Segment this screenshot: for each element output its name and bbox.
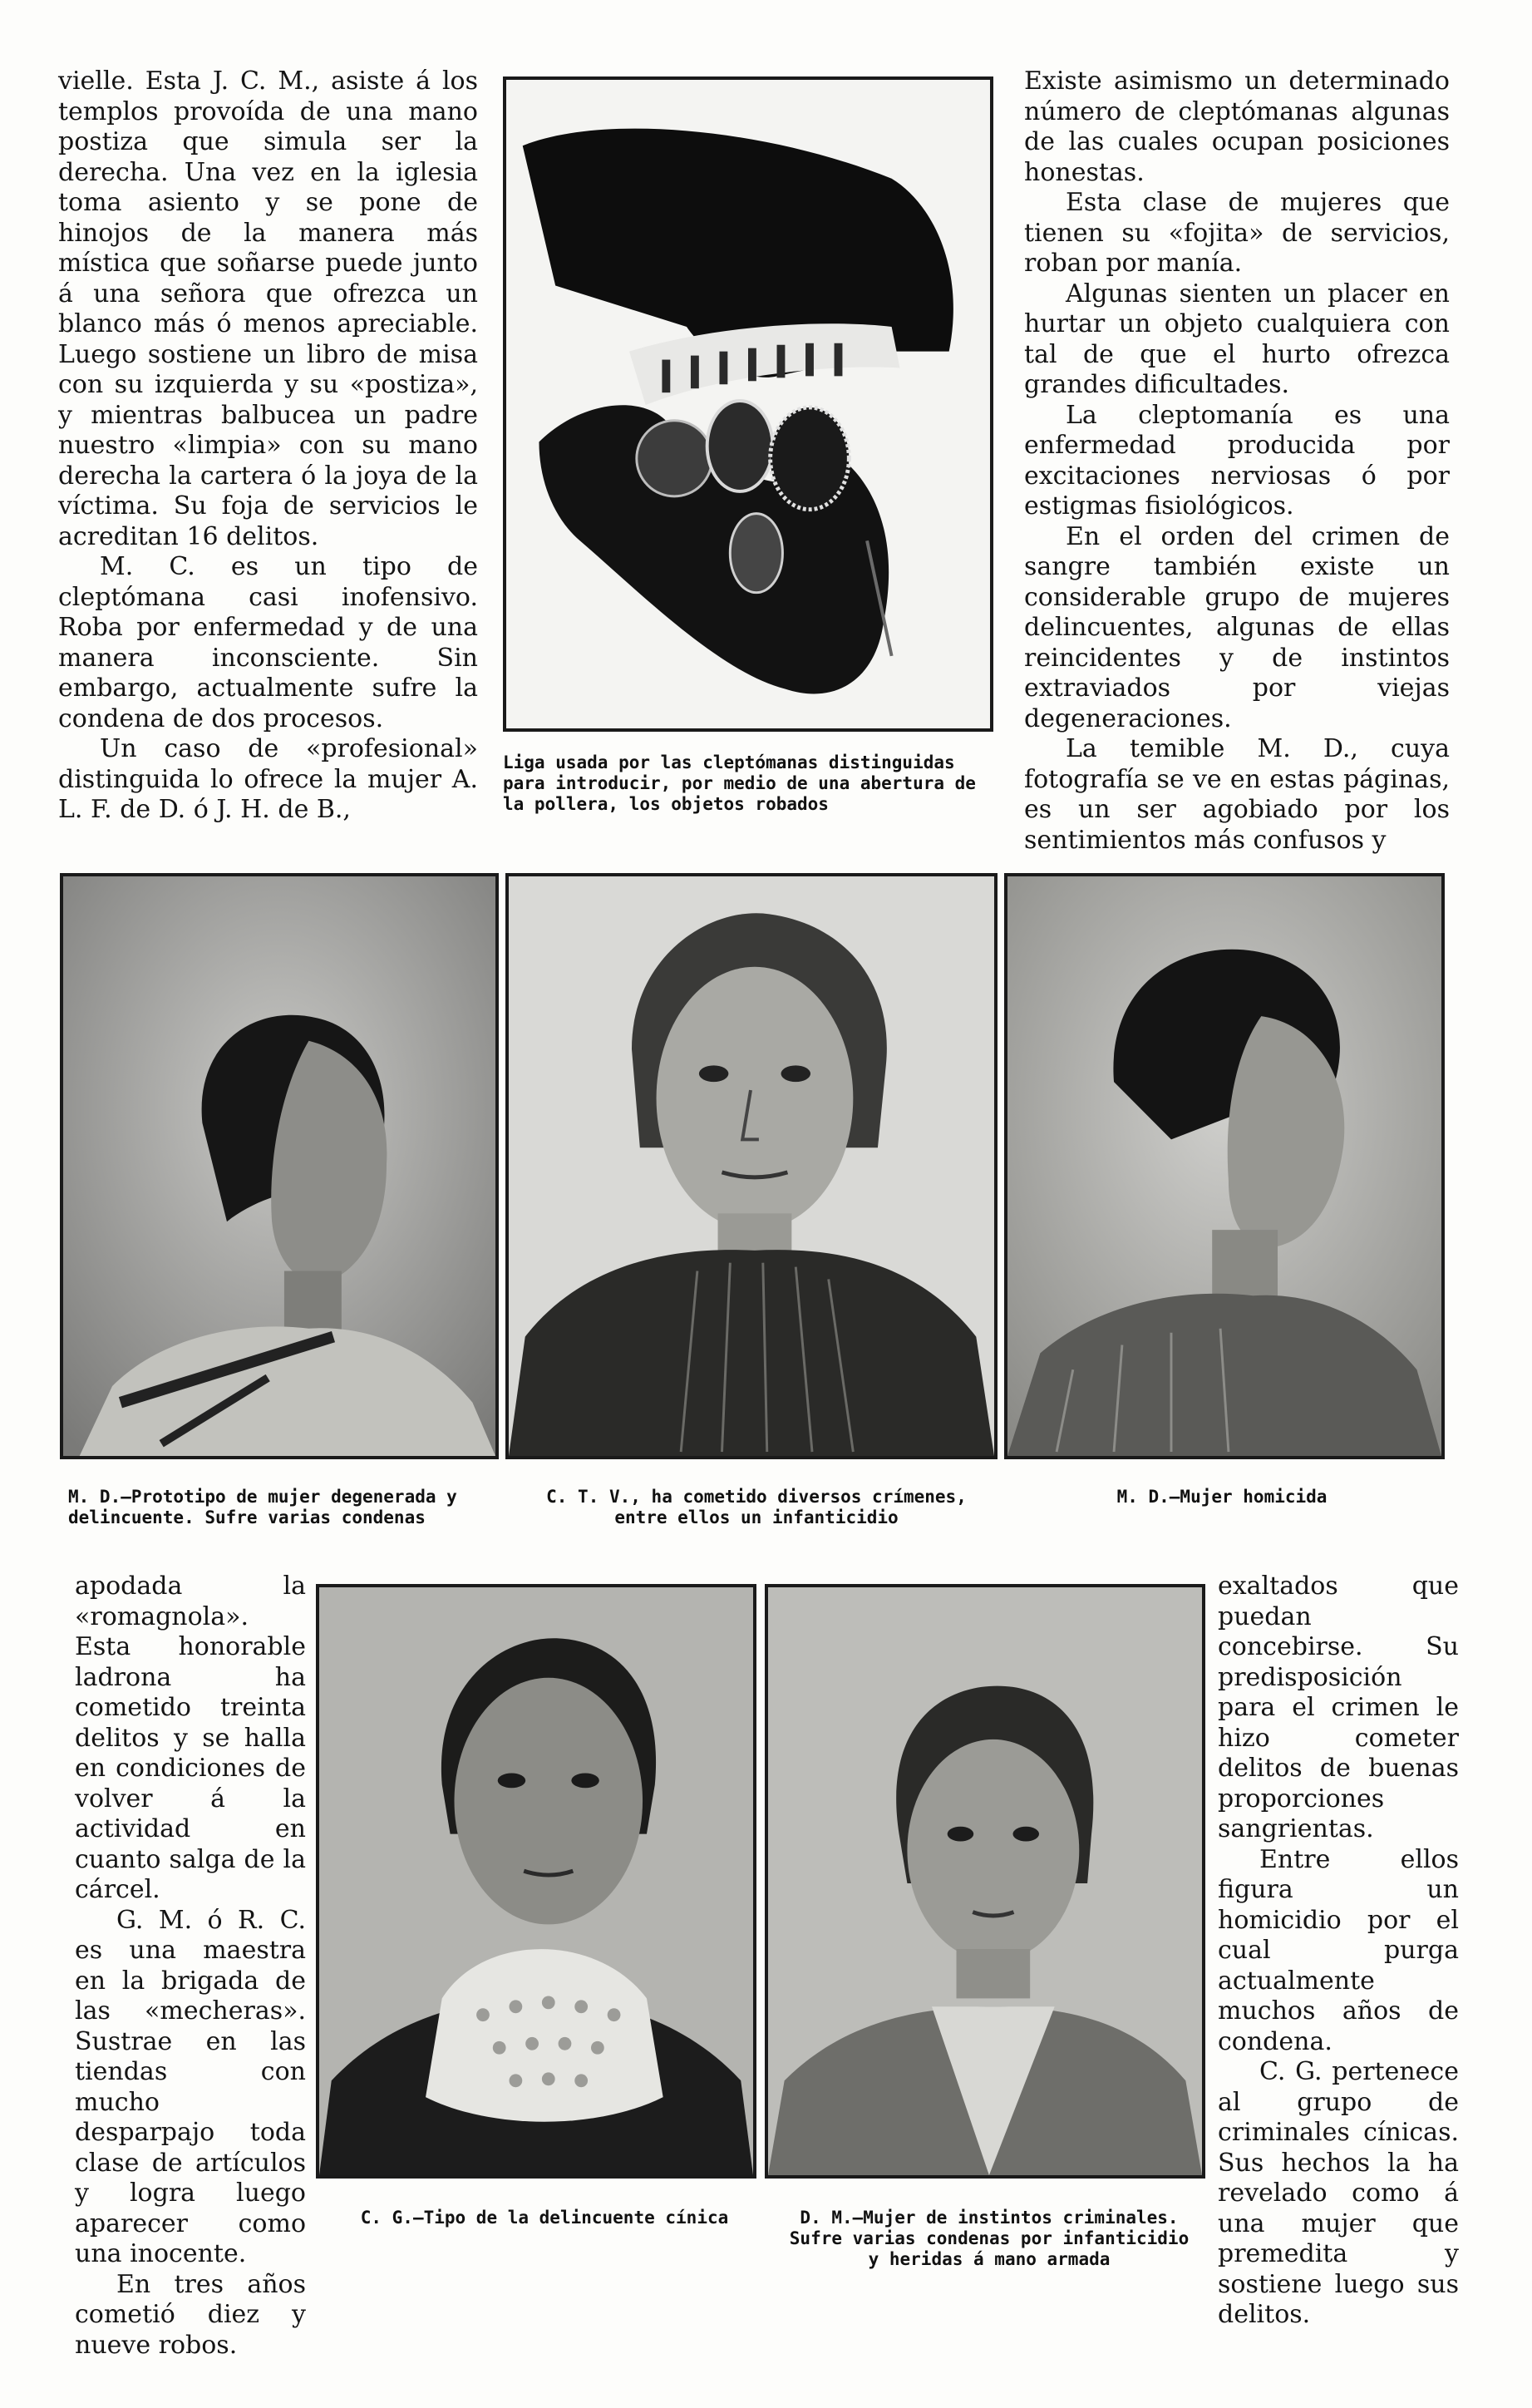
dm-caption: D. M.—Mujer de instintos criminales. Sufre varias condenas por infanticidio y heridas á mano armada (789, 2208, 1190, 2269)
md-profile-right-caption: M. D.—Mujer homicida (1116, 1487, 1328, 1507)
paragraph: Un caso de «profesional» distinguida lo ofrece la mujer A. L. F. de D. ó J. H. de B., (58, 734, 478, 824)
dm-photo (765, 1584, 1205, 2179)
bottom-left-text-column (75, 1572, 306, 2361)
garter-photo (503, 76, 993, 732)
paragraph: M. C. es un tipo de cleptómana casi inofensivo. Roba por enfermedad y de una manera inconsciente. Sin embargo, actualmente sufre la condena de dos procesos. (58, 552, 478, 733)
paragraph: G. M. ó R. C. es una maestra en la brigada de las «mecheras». Sustrae en las tiendas con mucho desparpajo toda clase de artículos y logra luego aparecer como una inocente. (75, 1905, 306, 2268)
garter-caption: Liga usada por las cleptómanas distinguidas para introducir, por medio de una abertura de la pollera, los objetos robados (503, 752, 976, 814)
paragraph: Existe asimismo un determinado número de cleptómanas algunas de las cuales ocupan posiciones honestas. (1024, 67, 1450, 187)
ctv-photo (505, 873, 998, 1459)
cg-caption: C. G.—Tipo de la delincuente cínica (360, 2208, 729, 2228)
paragraph: En tres años cometió diez y nueve robos. (75, 2269, 306, 2360)
paragraph: apodada la «romagnola». Esta honorable ladrona ha cometido treinta delitos y se halla en condiciones de volver á la actividad en cuanto salga de la cárcel. (75, 1572, 306, 1904)
paragraph: Algunas sienten un placer en hurtar un objeto cualquiera con tal de que el hurto ofrezca grandes dificultades. (1024, 279, 1450, 399)
top-left-text-column (58, 67, 478, 826)
paragraph: Esta clase de mujeres que tienen su «fojita» de servicios, roban por manía. (1024, 188, 1450, 278)
top-right-text-column (1024, 67, 1450, 856)
bottom-right-text-column (1218, 1572, 1459, 2331)
md-profile-right-photo (1004, 873, 1445, 1459)
paragraph: Entre ellos figura un homicidio por el cual purga actualmente muchos años de condena. (1218, 1844, 1459, 2056)
md-profile-left-photo (60, 873, 499, 1459)
cg-photo (316, 1584, 756, 2179)
md-profile-left-caption: M. D.—Prototipo de mujer degenerada y delincuente. Sufre varias condenas (68, 1487, 457, 1527)
paragraph: exaltados que puedan concebirse. Su predisposición para el crimen le hizo cometer delitos de buenas proporciones sangrientas. (1218, 1572, 1459, 1843)
paragraph: vielle. Esta J. C. M., asiste á los templos provoída de una mano postiza que simula ser la derecha. Una vez en la iglesia toma asiento y se pone de hinojos de la manera más mística que soñarse puede junto á una señora que ofrezca un blanco más ó menos apreciable. Luego sostiene un libro de misa con su izquierda y su «postiza», y mientras balbucea un padre nuestro «limpia» con su mano derecha la cartera ó la joya de la víctima. Su foja de servicios le acreditan 16 delitos. (58, 67, 478, 551)
paragraph: En el orden del crimen de sangre también existe un considerable grupo de mujeres delincuentes, algunas de ellas reincidentes y de instintos extraviados por viejas degeneraciones. (1024, 521, 1450, 733)
paragraph: La cleptomanía es una enfermedad producida por excitaciones nerviosas ó por estigmas fisiológicos. (1024, 400, 1450, 521)
paragraph: C. G. pertenece al grupo de criminales cínicas. Sus hechos la ha revelado como á una mujer que premedita y sostiene luego sus delitos. (1218, 2057, 1459, 2329)
ctv-caption: C. T. V., ha cometido diversos crímenes, entre ellos un infanticidio (546, 1487, 967, 1527)
paragraph: La temible M. D., cuya fotografía se ve en estas páginas, es un ser agobiado por los sentimientos más confusos y (1024, 734, 1450, 855)
